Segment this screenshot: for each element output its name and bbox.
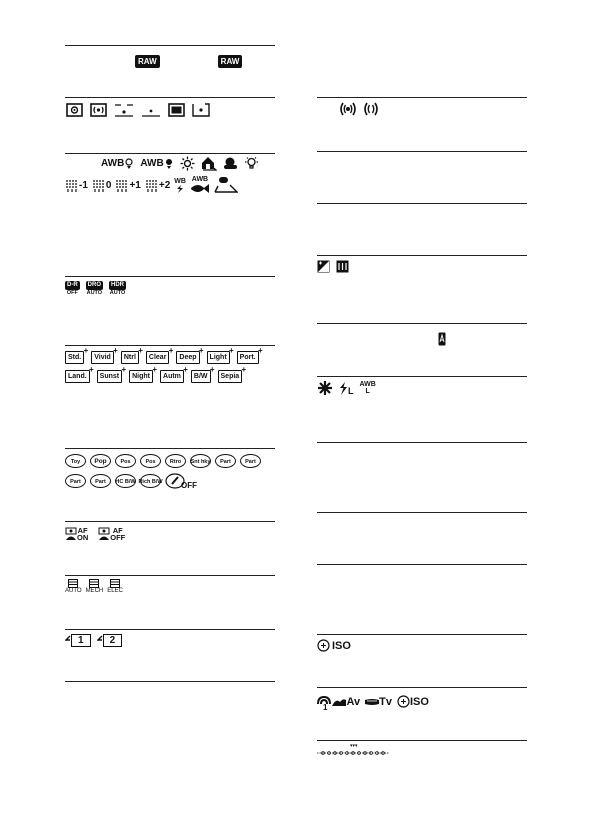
underwater-auto-icon: AWB — [190, 176, 210, 194]
memory-section — [65, 629, 275, 681]
incandescent-icon — [244, 156, 259, 171]
rich-tone-mono-icon: Rich B/W — [140, 474, 161, 488]
dro-off-icon: D-R OFF — [66, 282, 78, 296]
creative-style-night-icon: Night + — [129, 370, 153, 383]
recall-memory-icon: 1 — [317, 692, 327, 711]
partial-color-yellow-icon: Part — [90, 474, 111, 488]
memory-2-icon: 2 — [97, 634, 123, 647]
shutter-auto-icon: AUTO — [65, 579, 82, 594]
posterization-color-icon: Pos — [115, 454, 136, 468]
fill-flash-icon — [317, 380, 333, 396]
high-contrast-mono-icon: HC B/W — [115, 474, 136, 488]
iso-section — [317, 634, 527, 687]
awb-icon: AWB — [101, 158, 134, 170]
steadyshot-off-icon — [363, 102, 379, 116]
blank-section-1 — [317, 151, 527, 203]
flash-section — [317, 376, 527, 442]
spot-standard-icon — [114, 103, 134, 117]
slow-sync-flash-icon: L — [339, 380, 354, 396]
steadyshot-on-icon — [339, 102, 357, 116]
raw-icon: RAW — [135, 55, 160, 68]
hdr-auto-icon: HDR AUTO — [109, 282, 126, 296]
partial-color-green-icon: Part — [240, 454, 261, 468]
partial-color-red-icon: Part — [215, 454, 236, 468]
highlight-metering-icon — [192, 103, 210, 117]
face-af-off-icon: AF OFF — [98, 527, 125, 541]
metering-section — [65, 97, 275, 153]
iso-mode-icon: ISO — [397, 695, 429, 708]
creative-style-light-icon: Light + — [207, 351, 230, 364]
shutter-type-section — [65, 575, 275, 629]
iso-label: ISO — [332, 639, 351, 652]
partial-color-blue-icon: Part — [65, 474, 86, 488]
creative-style-clear-icon: Clear + — [146, 351, 170, 364]
exposure-section — [317, 255, 527, 323]
creative-style-landscape-icon: Land. + — [65, 370, 90, 383]
blank-section-2 — [317, 203, 527, 255]
scale-section — [317, 740, 527, 770]
toy-camera-icon: Toy — [65, 454, 86, 468]
cloudy-icon — [223, 157, 238, 170]
modes-section — [317, 687, 527, 740]
creative-style-standard-icon: Std. + — [65, 351, 84, 364]
creative-style-section — [65, 345, 275, 448]
soft-high-key-icon: Snt hky — [190, 454, 211, 468]
fluorescent-warm-white-icon: -1 — [65, 179, 88, 192]
daylight-icon — [180, 156, 195, 171]
shutter-mechanical-icon: MECH — [86, 579, 104, 594]
exposure-scale-icon — [317, 749, 389, 757]
posterization-bw-icon: Pos — [140, 454, 161, 468]
blank-section-5 — [317, 564, 527, 634]
multi-metering-icon — [66, 103, 83, 117]
fluorescent-cool-white-icon: 0 — [92, 179, 112, 192]
flash-wb-icon: WB — [174, 178, 186, 193]
image-quality-section — [65, 45, 275, 97]
tv-mode-icon: Tv — [365, 696, 392, 708]
shutter-electronic-icon: ELEC — [107, 579, 123, 594]
blank-section-3 — [317, 442, 527, 512]
spot-small-icon — [141, 103, 161, 117]
dro-auto-icon: DRO AUTO — [86, 282, 103, 296]
aperture-icon — [438, 332, 446, 346]
av-mode-icon: Av — [332, 696, 360, 708]
face-af-section — [65, 521, 275, 575]
custom-wb-icon — [214, 177, 238, 193]
exposure-comp-icon — [317, 260, 330, 273]
awb-lock-icon: AWB L — [359, 381, 376, 395]
creative-style-bw-icon: B/W + — [191, 370, 211, 383]
fluorescent-daylight-icon: +2 — [145, 179, 170, 192]
memory-1-icon: 1 — [65, 634, 91, 647]
shade-icon — [201, 156, 217, 171]
entire-screen-avg-icon — [168, 103, 185, 117]
picture-effect-section — [65, 448, 275, 521]
center-metering-icon — [90, 103, 107, 117]
bracket-icon — [336, 260, 349, 273]
blank-section-4 — [317, 512, 527, 564]
iso-auto-icon — [317, 639, 330, 652]
creative-style-sepia-icon: Sepia + — [218, 370, 243, 383]
bottom-divider — [65, 681, 275, 682]
picture-effect-off-icon: OFF — [165, 473, 197, 489]
creative-style-sunset-icon: Sunst + — [97, 370, 122, 383]
dro-section — [65, 276, 275, 345]
creative-style-deep-icon: Deep + — [176, 351, 199, 364]
fluorescent-day-white-icon: +1 — [115, 179, 140, 192]
white-balance-section — [65, 153, 275, 276]
creative-style-portrait-icon: Port. + — [237, 351, 259, 364]
retro-photo-icon: Rtro — [165, 454, 186, 468]
creative-style-vivid-icon: Vivid + — [91, 351, 114, 364]
face-af-on-icon: AF ON — [65, 527, 88, 541]
steadyshot-section — [317, 97, 527, 151]
awb-ambience-icon: AWB — [140, 158, 173, 170]
aperture-section — [317, 323, 527, 376]
raw-icon: RAW — [218, 55, 243, 68]
scale-marks: ▾▾▾ — [350, 743, 358, 749]
creative-style-autumn-icon: Autm + — [160, 370, 184, 383]
pop-color-icon: Pop — [90, 454, 111, 468]
creative-style-neutral-icon: Ntrl + — [121, 351, 139, 364]
